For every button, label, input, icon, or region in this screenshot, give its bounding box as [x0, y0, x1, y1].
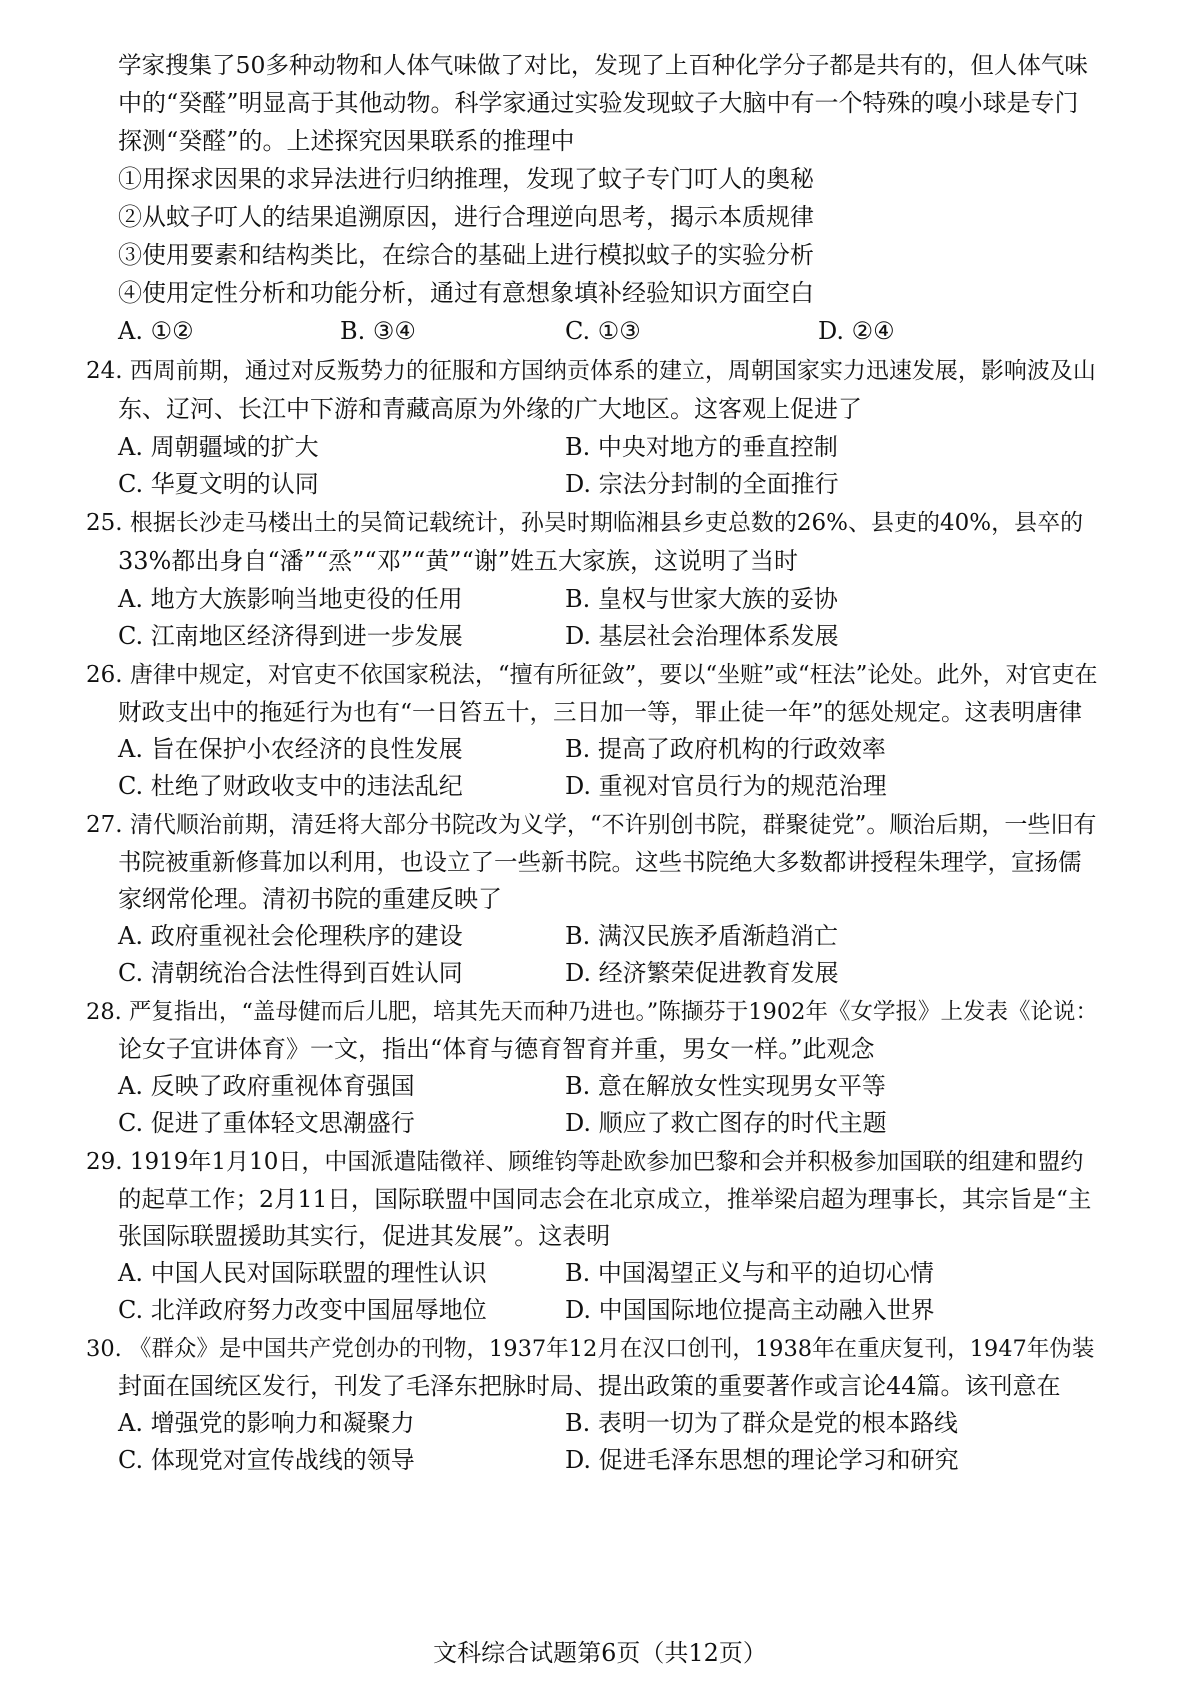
q30-option-c: C. 体现党对宣传战线的领导	[118, 1446, 415, 1474]
q23-stem-line-1: 学家搜集了50多种动物和人体气味做了对比，发现了上百种化学分子都是共有的，但人体气味	[118, 51, 1088, 79]
q30-option-b: B. 表明一切为了群众是党的根本路线	[565, 1409, 958, 1437]
q23-statement-2: ②从蚊子叮人的结果追溯原因，进行合理逆向思考，揭示本质规律	[118, 203, 814, 231]
q23-statement-3: ③使用要素和结构类比，在综合的基础上进行模拟蚊子的实验分析	[118, 241, 814, 269]
q25-option-d: D. 基层社会治理体系发展	[565, 622, 839, 650]
q29-stem-line-2: 的起草工作；2月11日，国际联盟中国同志会在北京成立，推举梁启超为理事长，其宗旨是“主	[118, 1185, 1092, 1213]
q25-option-a: A. 地方大族影响当地吏役的任用	[118, 585, 463, 613]
q26-stem-line-1: 26. 唐律中规定，对官吏不依国家税法，“擅有所征敛”，要以“坐赃”或“枉法”论处。此外，对官吏在	[86, 662, 1098, 688]
q28-option-c: C. 促进了重体轻文思潮盛行	[118, 1109, 415, 1137]
q28-option-d: D. 顺应了救亡图存的时代主题	[565, 1109, 887, 1137]
q29-stem-line-1: 29. 1919年1月10日，中国派遣陆徵祥、顾维钧等赴欧参加巴黎和会并积极参加国联的组建和盟约	[86, 1149, 1084, 1175]
q28-option-a: A. 反映了政府重视体育强国	[118, 1072, 415, 1100]
q28-option-b: B. 意在解放女性实现男女平等	[565, 1072, 886, 1100]
q29-option-a: A. 中国人民对国际联盟的理性认识	[118, 1259, 487, 1287]
q25-stem-line-1: 25. 根据长沙走马楼出土的吴简记载统计，孙吴时期临湘县乡吏总数的26%、县吏的40%，县卒的	[86, 510, 1084, 536]
q25-option-b: B. 皇权与世家大族的妥协	[565, 585, 838, 613]
q27-stem-line-2: 书院被重新修葺加以利用，也设立了一些新书院。这些书院绝大多数都讲授程朱理学，宣扬儒	[118, 848, 1082, 876]
q28-stem-line-2: 论女子宜讲体育》一文，指出“体育与德育智育并重，男女一样。”此观念	[118, 1035, 875, 1063]
q25-option-c: C. 江南地区经济得到进一步发展	[118, 622, 463, 650]
q23-option-a: A. ①②	[118, 317, 194, 345]
q26-option-b: B. 提高了政府机构的行政效率	[565, 735, 886, 763]
q24-option-c: C. 华夏文明的认同	[118, 470, 319, 498]
q30-option-d: D. 促进毛泽东思想的理论学习和研究	[565, 1446, 959, 1474]
q23-statement-4: ④使用定性分析和功能分析，通过有意想象填补经验知识方面空白	[118, 279, 814, 307]
q28-stem-line-1: 28. 严复指出，“盖母健而后儿肥，培其先天而种乃进也。”陈撷芬于1902年《女学报》上发表《论说：	[86, 999, 1098, 1025]
q23-stem-line-3: 探测“癸醛”的。上述探究因果联系的推理中	[118, 127, 575, 155]
q25-stem-line-2: 33%都出身自“潘”“烝”“邓”“黄”“谢”姓五大家族，这说明了当时	[118, 547, 799, 575]
q24-stem-line-2: 东、辽河、长江中下游和青藏高原为外缘的广大地区。这客观上促进了	[118, 395, 862, 423]
q29-option-b: B. 中国渴望正义与和平的迫切心情	[565, 1259, 934, 1287]
q26-stem-line-2: 财政支出中的拖延行为也有“一日笞五十，三日加一等，罪止徒一年”的惩处规定。这表明唐律	[118, 698, 1083, 726]
q24-option-a: A. 周朝疆域的扩大	[118, 433, 319, 461]
q23-statement-1: ①用探求因果的求异法进行归纳推理，发现了蚊子专门叮人的奥秘	[118, 165, 814, 193]
q23-option-b: B. ③④	[340, 317, 416, 345]
q26-option-a: A. 旨在保护小农经济的良性发展	[118, 735, 463, 763]
q24-stem-line-1: 24. 西周前期，通过对反叛势力的征服和方国纳贡体系的建立，周朝国家实力迅速发展，影响波及山	[86, 358, 1096, 384]
page-footer: 文科综合试题第6页（共12页）	[433, 1639, 767, 1667]
q27-option-b: B. 满汉民族矛盾渐趋消亡	[565, 922, 838, 950]
q23-stem-line-2: 中的“癸醛”明显高于其他动物。科学家通过实验发现蚊子大脑中有一个特殊的嗅小球是专门	[118, 89, 1079, 117]
q27-option-d: D. 经济繁荣促进教育发展	[565, 959, 839, 987]
q26-option-d: D. 重视对官员行为的规范治理	[565, 772, 887, 800]
q30-option-a: A. 增强党的影响力和凝聚力	[118, 1409, 415, 1437]
q26-option-c: C. 杜绝了财政收支中的违法乱纪	[118, 772, 463, 800]
q27-option-c: C. 清朝统治合法性得到百姓认同	[118, 959, 463, 987]
q24-option-d: D. 宗法分封制的全面推行	[565, 470, 839, 498]
q29-stem-line-3: 张国际联盟援助其实行，促进其发展”。这表明	[118, 1222, 611, 1250]
q27-stem-line-1: 27. 清代顺治前期，清廷将大部分书院改为义学，“不许别创书院，群聚徒党”。顺治后期，一些旧有	[86, 812, 1097, 838]
q23-option-c: C. ①③	[565, 317, 641, 345]
q30-stem-line-1: 30. 《群众》是中国共产党创办的刊物，1937年12月在汉口创刊，1938年在重庆复刊，1947年伪装	[86, 1336, 1095, 1362]
q29-option-d: D. 中国国际地位提高主动融入世界	[565, 1296, 935, 1324]
q29-option-c: C. 北洋政府努力改变中国屈辱地位	[118, 1296, 487, 1324]
q27-stem-line-3: 家纲常伦理。清初书院的重建反映了	[118, 885, 502, 913]
q27-option-a: A. 政府重视社会伦理秩序的建设	[118, 922, 463, 950]
q23-option-d: D. ②④	[818, 317, 895, 345]
q24-option-b: B. 中央对地方的垂直控制	[565, 433, 838, 461]
q30-stem-line-2: 封面在国统区发行，刊发了毛泽东把脉时局、提出政策的重要著作或言论44篇。该刊意在	[118, 1372, 1061, 1400]
